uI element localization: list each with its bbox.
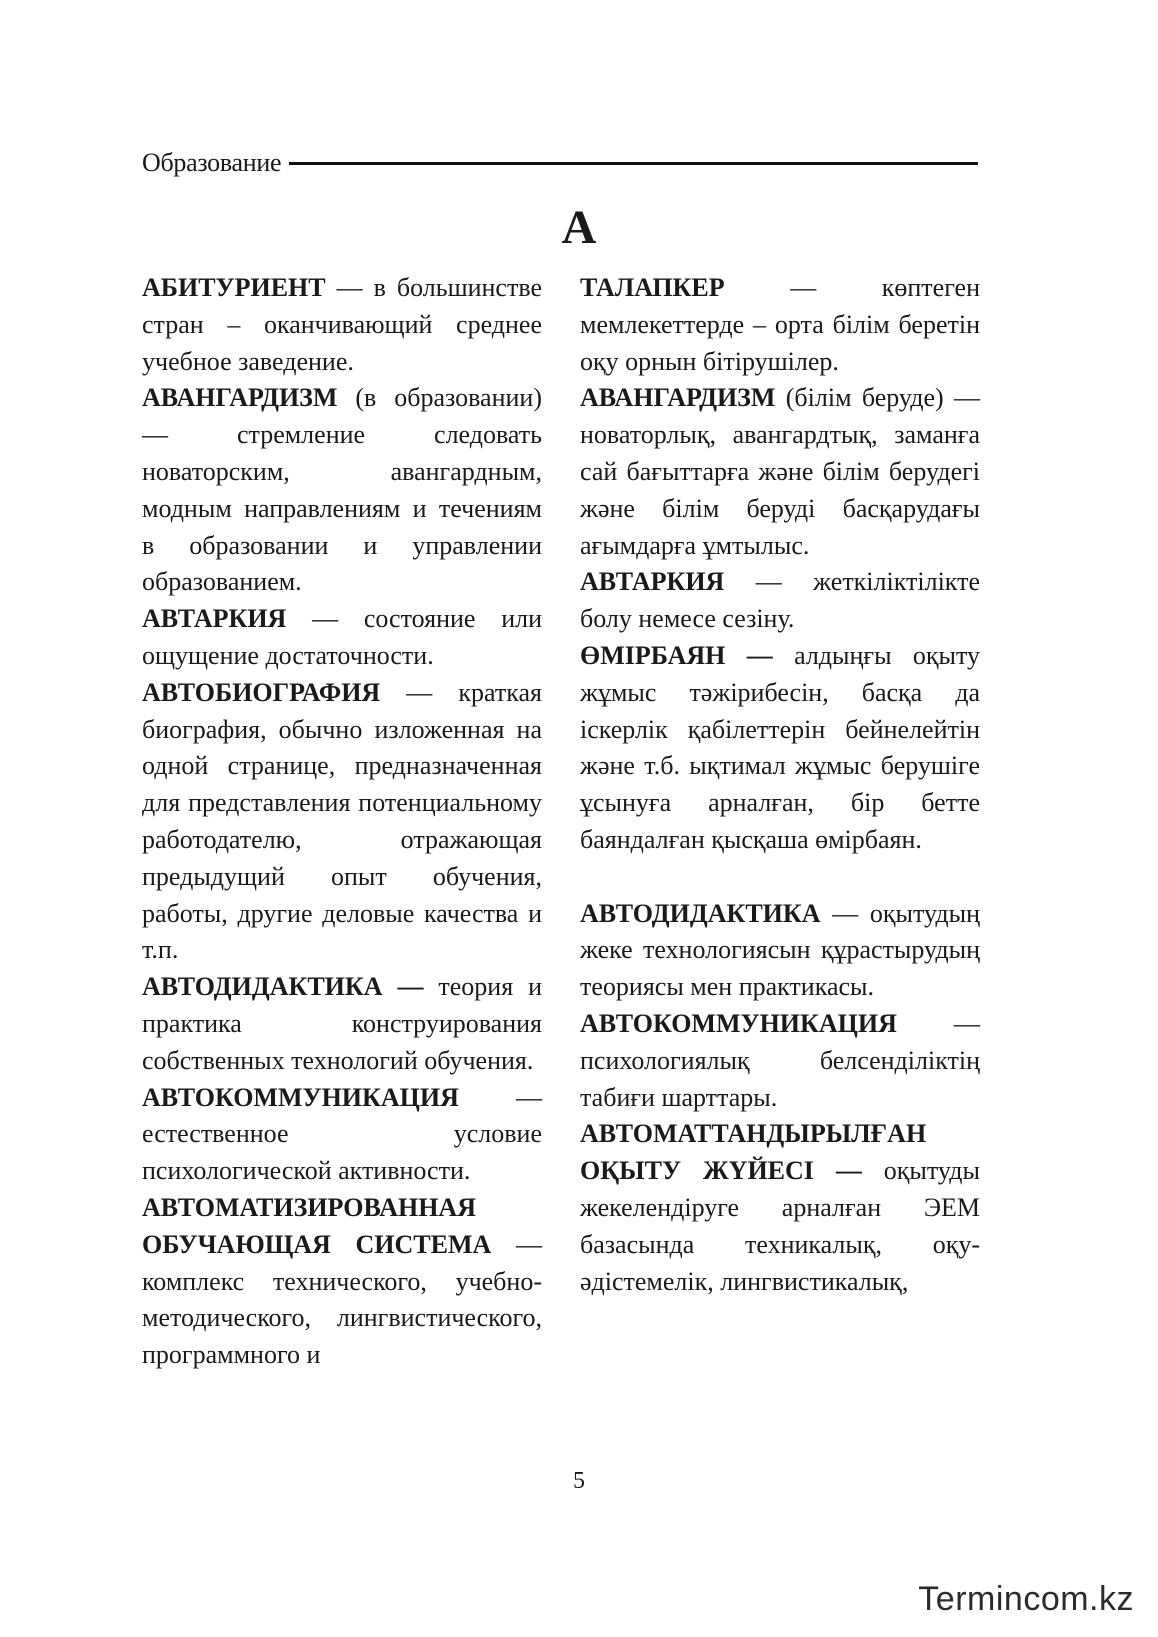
entry-term: ТАЛАПКЕР bbox=[580, 273, 725, 302]
entry-definition: — состояние или ощущение достаточности. bbox=[142, 604, 542, 670]
entry-term: АБИТУРИЕНТ bbox=[142, 273, 326, 302]
header-rule bbox=[289, 162, 978, 165]
entry-term: АВТАРКИЯ bbox=[580, 567, 725, 597]
entry-definition: — оқытудың жеке технологиясын құрастырудың теориясы мен практикасы. bbox=[580, 898, 980, 1002]
entry-definition: — естественное условие психологической активности. bbox=[142, 1082, 542, 1186]
entry-term: АВТОМАТТАНДЫРЫЛҒАН ОҚЫТУ ЖҮЙЕСІ — bbox=[580, 1119, 927, 1186]
entry-term: ӨМІРБАЯН — bbox=[580, 640, 773, 670]
dictionary-entry bbox=[580, 380, 980, 564]
entry-definition: — психологиялық белсенділіктің табиғи шарттары. bbox=[580, 1008, 980, 1112]
entry-definition: теория и практика конструирования собственных технологий обучения. bbox=[142, 972, 542, 1075]
entry-definition: (білім беруде) — новаторлық, авангардтық, заманға сай бағыттарға және білім берудегі және білім беруді басқарудағы ағымдарға ұмтылыс. bbox=[580, 383, 980, 560]
left-column-russian bbox=[142, 270, 542, 1374]
entry-definition: — жеткіліктілікте болу немесе сезіну. bbox=[580, 567, 980, 634]
entry-definition: — краткая биография, обычно изложенная на одной странице, предназначенная для представления потенциальному работодателю, отражающая предыдущий опыт обучения, работы, другие деловые качества и т.п. bbox=[142, 677, 542, 965]
entry-term: АВАНГАРДИЗМ bbox=[142, 383, 338, 413]
watermark-text: Termincom.kz bbox=[918, 1580, 1134, 1618]
entry-term: АВТОКОММУНИКАЦИЯ bbox=[142, 1082, 459, 1112]
entry-term: АВАНГАРДИЗМ bbox=[580, 383, 776, 413]
entry-definition: оқытуды жекелендіруге арналған ЭЕМ базасында техникалық, оқу-әдістемелік, лингвистикалық, bbox=[580, 1156, 980, 1296]
section-title: Образование bbox=[142, 148, 282, 177]
entry-term: АВТОБИОГРАФИЯ bbox=[142, 677, 381, 707]
column-gap bbox=[580, 859, 980, 896]
page-number: 5 bbox=[573, 1468, 585, 1494]
running-header bbox=[142, 148, 978, 178]
dictionary-entry bbox=[142, 1190, 542, 1374]
dictionary-entry bbox=[580, 1116, 980, 1300]
dictionary-entry bbox=[142, 380, 542, 601]
entry-term: АВТОДИДАКТИКА bbox=[580, 898, 821, 928]
watermark-logo bbox=[918, 1580, 1134, 1619]
dictionary-entry bbox=[142, 969, 542, 1079]
right-column-kazakh bbox=[580, 270, 980, 1300]
dictionary-entry bbox=[580, 896, 980, 1006]
entry-definition: — комплекс технического, учебно-методического, лингвистического, программного и bbox=[142, 1229, 542, 1370]
entry-term: АВТОДИДАКТИКА — bbox=[142, 972, 424, 1002]
entry-definition: алдыңғы оқыту жұмыс тәжірибесін, басқа да іскерлік қабілеттерін бейнелейтін және т.б. ықтимал жұмыс берушіге ұсынуға арналған, бір бетте баяндалған қысқаша өмірбаян. bbox=[580, 640, 981, 854]
entry-definition: — в большинстве стран – оканчивающий среднее учебное заведение. bbox=[142, 273, 542, 376]
section-letter: А bbox=[561, 201, 597, 254]
dictionary-entry bbox=[142, 601, 542, 675]
dictionary-entry bbox=[580, 1006, 980, 1116]
entry-definition: — көптеген мемлекеттерде – орта білім беретін оқу орнын бітірушілер. bbox=[580, 273, 980, 376]
dictionary-entry bbox=[142, 675, 542, 969]
entry-term: АВТАРКИЯ bbox=[142, 604, 287, 634]
entry-definition: (в образовании) — стремление следовать новаторским, авангардным, модным направлениям и течениям в образовании и управлении образованием. bbox=[142, 383, 542, 597]
entry-term: АВТОМАТИЗИРОВАННАЯ ОБУЧАЮЩАЯ СИСТЕМА bbox=[142, 1192, 492, 1259]
dictionary-entry bbox=[580, 564, 980, 638]
dictionary-entry bbox=[142, 270, 542, 380]
dictionary-entry bbox=[142, 1080, 542, 1190]
dictionary-entry bbox=[580, 638, 980, 859]
entry-term: АВТОКОММУНИКАЦИЯ bbox=[580, 1008, 897, 1038]
dictionary-entry bbox=[580, 270, 980, 380]
